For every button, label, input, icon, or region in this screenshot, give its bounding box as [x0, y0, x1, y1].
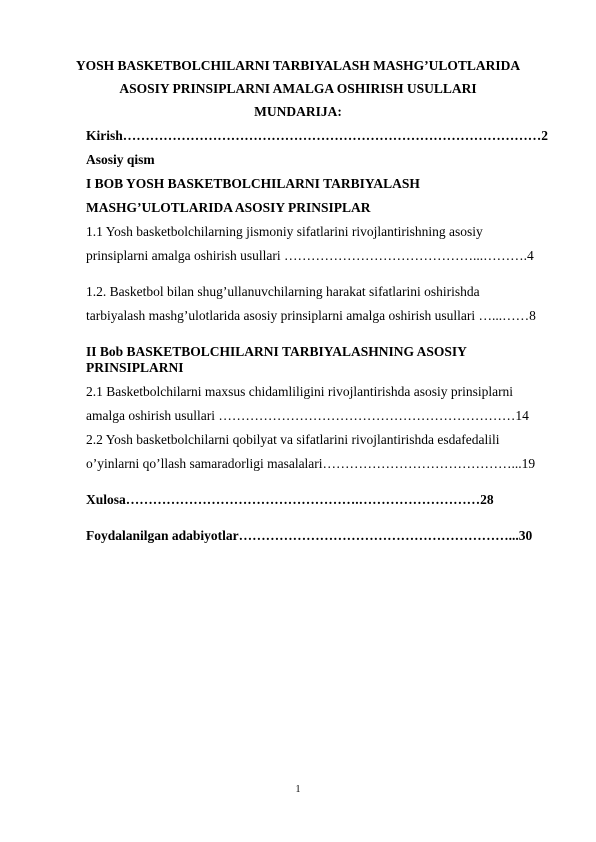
- toc-chapter-2-line-2: PRINSIPLARNI: [86, 360, 184, 375]
- toc-section-2-1-line-1: 2.1 Basketbolchilarni maxsus chidamliligini rivojlantirishda asosiy prinsiplarni: [86, 384, 514, 399]
- toc-entry-adabiyotlar: Foydalanilgan adabiyotlar……………………………………………………...30: [86, 528, 533, 543]
- toc-section-1-1-line-2: prinsiplarni amalga oshirish usullari ……………………………………...……….4: [86, 248, 534, 263]
- toc-section-2-2-line-1: 2.2 Yosh basketbolchilarni qobilyat va sifatlarini rivojlantirishda esdafedalili: [86, 432, 500, 447]
- page-number: 1: [295, 784, 301, 795]
- contents-heading: MUNDARIJA:: [254, 104, 342, 119]
- toc-section-1-2-line-1: 1.2. Basketbol bilan shug’ullanuvchilarning harakat sifatlarini oshirishda: [86, 284, 480, 299]
- title-line-2: ASOSIY PRINSIPLARNI AMALGA OSHIRISH USULLARI: [119, 81, 477, 96]
- toc-entry-asosiy-qism: Asosiy qism: [86, 152, 155, 167]
- toc-entry-kirish: Kirish…………………………………………………………………………………2: [86, 128, 549, 143]
- toc-section-2-2-line-2: o’yinlarni qo’llash samaradorligi masalalari……………………………………...19: [86, 456, 536, 471]
- toc-chapter-1-line-2: MASHG’ULOTLARIDA ASOSIY PRINSIPLAR: [86, 200, 371, 215]
- title-line-1: YOSH BASKETBOLCHILARNI TARBIYALASH MASHG’ULOTLARIDA: [75, 58, 521, 73]
- toc-section-2-1-line-2: amalga oshirish usullari …………………………………………………………14: [86, 408, 529, 423]
- toc-entry-xulosa: Xulosa…………………………………………….………………………28: [86, 492, 494, 507]
- toc-chapter-1-line-1: I BOB YOSH BASKETBOLCHILARNI TARBIYALASH: [86, 176, 420, 191]
- toc-section-1-2-line-2: tarbiyalash mashg’ulotlarida asosiy prinsiplarni amalga oshirish usullari …...……8: [86, 308, 536, 323]
- toc-section-1-1-line-1: 1.1 Yosh basketbolchilarning jismoniy sifatlarini rivojlantirishning asosiy: [86, 224, 483, 239]
- toc-chapter-2-line-1: II Bob BASKETBOLCHILARNI TARBIYALASHNING ASOSIY: [86, 344, 467, 359]
